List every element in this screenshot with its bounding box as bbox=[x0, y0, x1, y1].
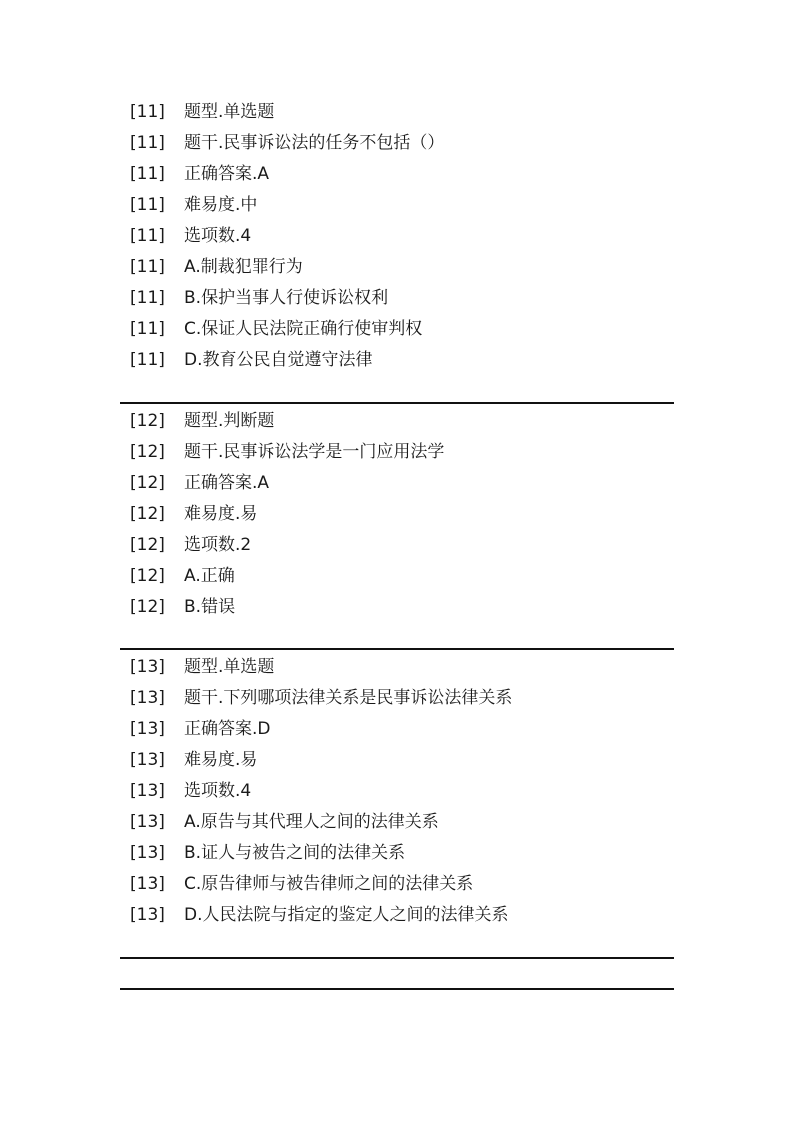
correct-answer-line bbox=[130, 468, 674, 499]
option-count: 选项数.2 bbox=[184, 535, 252, 555]
question-stem: 题干.下列哪项法律关系是民事诉讼法律关系 bbox=[184, 688, 513, 708]
option-line bbox=[130, 283, 674, 314]
question-type-line bbox=[130, 406, 674, 437]
divider-line bbox=[120, 988, 674, 990]
question-number: [12] bbox=[130, 504, 165, 524]
correct-answer: 正确答案.D bbox=[184, 719, 271, 739]
question-number: [13] bbox=[130, 905, 165, 925]
option-b: B.错误 bbox=[184, 597, 236, 617]
option-line bbox=[130, 900, 674, 931]
question-number: [11] bbox=[130, 133, 165, 153]
question-stem-line bbox=[130, 128, 674, 159]
correct-answer: 正确答案.A bbox=[184, 164, 270, 184]
option-a: A.原告与其代理人之间的法律关系 bbox=[184, 812, 439, 832]
question-number: [11] bbox=[130, 195, 165, 215]
option-line bbox=[130, 314, 674, 345]
question-stem-line bbox=[130, 437, 674, 468]
question-type: 题型.单选题 bbox=[184, 102, 275, 122]
question-number: [12] bbox=[130, 597, 165, 617]
question-number: [11] bbox=[130, 226, 165, 246]
question-number: [12] bbox=[130, 442, 165, 462]
option-count-line bbox=[130, 221, 674, 252]
divider-line bbox=[120, 957, 674, 959]
question-number: [13] bbox=[130, 843, 165, 863]
question-number: [12] bbox=[130, 566, 165, 586]
question-number: [13] bbox=[130, 688, 165, 708]
question-number: [12] bbox=[130, 473, 165, 493]
option-count-line bbox=[130, 530, 674, 561]
option-line bbox=[130, 561, 674, 592]
option-line bbox=[130, 592, 674, 623]
option-c: C.原告律师与被告律师之间的法律关系 bbox=[184, 874, 474, 894]
option-count-line bbox=[130, 776, 674, 807]
question-stem-line bbox=[130, 683, 674, 714]
question-number: [13] bbox=[130, 657, 165, 677]
question-number: [13] bbox=[130, 812, 165, 832]
option-line bbox=[130, 869, 674, 900]
question-number: [11] bbox=[130, 102, 165, 122]
question-type: 题型.判断题 bbox=[184, 411, 275, 431]
question-number: [11] bbox=[130, 319, 165, 339]
option-line bbox=[130, 252, 674, 283]
option-d: D.教育公民自觉遵守法律 bbox=[184, 350, 373, 370]
option-b: B.保护当事人行使诉讼权利 bbox=[184, 288, 389, 308]
question-type-line bbox=[130, 652, 674, 683]
option-line bbox=[130, 807, 674, 838]
question-number: [11] bbox=[130, 288, 165, 308]
option-count: 选项数.4 bbox=[184, 781, 252, 801]
question-number: [11] bbox=[130, 164, 165, 184]
question-block-11 bbox=[130, 97, 674, 376]
question-number: [13] bbox=[130, 750, 165, 770]
option-d: D.人民法院与指定的鉴定人之间的法律关系 bbox=[184, 905, 509, 925]
difficulty: 难易度.易 bbox=[184, 504, 258, 524]
option-count: 选项数.4 bbox=[184, 226, 252, 246]
question-block-12 bbox=[130, 406, 674, 623]
difficulty: 难易度.中 bbox=[184, 195, 258, 215]
question-type-line bbox=[130, 97, 674, 128]
divider-line bbox=[120, 648, 674, 650]
question-number: [12] bbox=[130, 535, 165, 555]
option-line bbox=[130, 345, 674, 376]
question-stem: 题干.民事诉讼法学是一门应用法学 bbox=[184, 442, 445, 462]
option-b: B.证人与被告之间的法律关系 bbox=[184, 843, 406, 863]
difficulty: 难易度.易 bbox=[184, 750, 258, 770]
question-stem: 题干.民事诉讼法的任务不包括（） bbox=[184, 133, 445, 153]
correct-answer-line bbox=[130, 159, 674, 190]
divider-line bbox=[120, 402, 674, 404]
question-number: [13] bbox=[130, 874, 165, 894]
option-line bbox=[130, 838, 674, 869]
option-a: A.正确 bbox=[184, 566, 235, 586]
question-number: [11] bbox=[130, 350, 165, 370]
question-number: [12] bbox=[130, 411, 165, 431]
correct-answer-line bbox=[130, 714, 674, 745]
option-c: C.保证人民法院正确行使审判权 bbox=[184, 319, 423, 339]
question-block-13 bbox=[130, 652, 674, 931]
question-number: [11] bbox=[130, 257, 165, 277]
option-a: A.制裁犯罪行为 bbox=[184, 257, 303, 277]
question-number: [13] bbox=[130, 719, 165, 739]
correct-answer: 正确答案.A bbox=[184, 473, 270, 493]
question-number: [13] bbox=[130, 781, 165, 801]
difficulty-line bbox=[130, 499, 674, 530]
difficulty-line bbox=[130, 745, 674, 776]
difficulty-line bbox=[130, 190, 674, 221]
question-type: 题型.单选题 bbox=[184, 657, 275, 677]
